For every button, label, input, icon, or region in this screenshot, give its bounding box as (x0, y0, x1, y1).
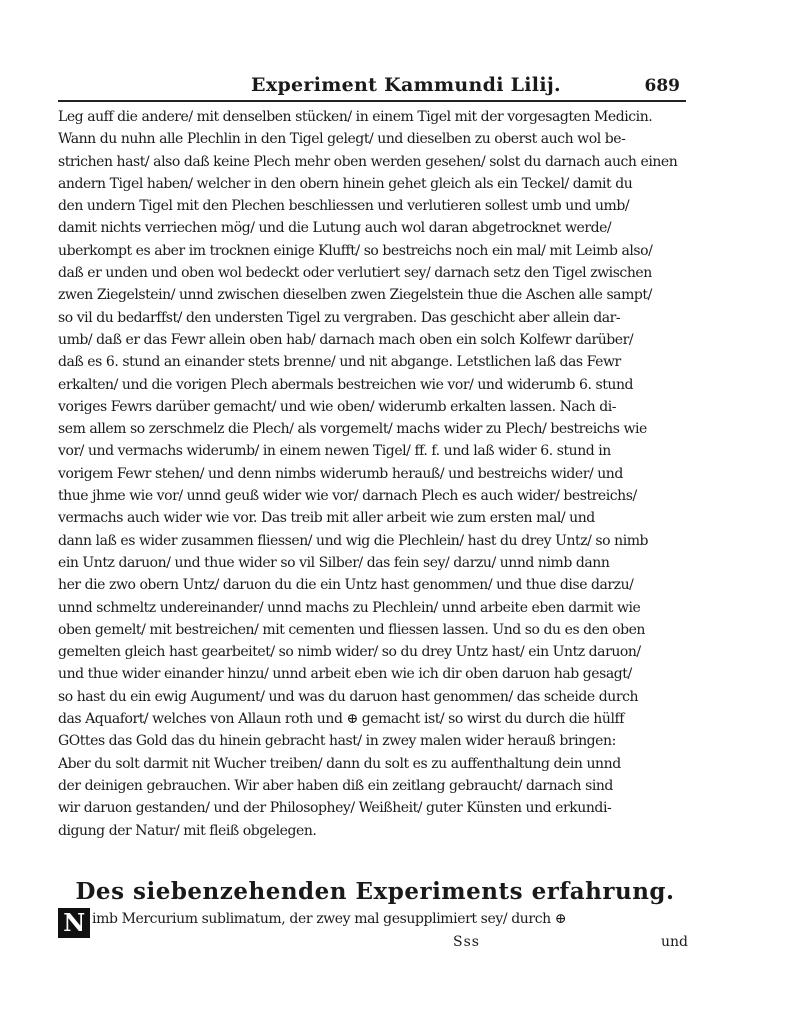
text-line: zwen Ziegelstein/ unnd zwischen dieselben zwen Ziegelstein thue die Aschen alle sampt/ (58, 287, 652, 304)
text-line: voriges Fewrs darüber gemacht/ und wie oben/ widerumb erkalten lassen. Nach di- (58, 398, 617, 415)
text-line: erkalten/ und die vorigen Plech abermals bestreichen wie vor/ und widerumb 6. stund (58, 376, 634, 393)
text-line: Aber du solt darmit nit Wucher treiben/ dann du solt es zu auffenthaltung dein unnd (58, 755, 621, 772)
text-line: der deinigen gebrauchen. Wir aber haben diß ein zeitlang gebraucht/ darnach sind (58, 777, 613, 794)
text-line: oben gemelt/ mit bestreichen/ mit cementen und fliessen lassen. Und so du es den oben (58, 621, 645, 638)
text-line: Wann du nuhn alle Plechlin in den Tigel gelegt/ und dieselben zu oberst auch wol be- (58, 131, 626, 148)
page-footer (58, 934, 688, 956)
text-line: digung der Natur/ mit fleiß obgelegen. (58, 822, 317, 839)
text-line: andern Tigel haben/ welcher in den obern hinein gehet gleich als ein Teckel/ damit du (58, 175, 633, 192)
text-line: umb/ daß er das Fewr allein oben hab/ darnach mach oben ein solch Kolfewr darüber/ (58, 331, 634, 348)
text-line: dann laß es wider zusammen fliessen/ und wig die Plechlein/ hast du drey Untz/ so nimb (58, 532, 649, 549)
section-text: imb Mercurium sublimatum, der zwey mal gesupplimiert sey/ durch ⊕ (92, 911, 567, 927)
section-heading: Des siebenzehenden Experiments erfahrung. (75, 878, 675, 905)
text-line: vorigem Fewr stehen/ und denn nimbs widerumb herauß/ und bestreichs wider/ und (58, 465, 623, 482)
drop-cap: N (58, 908, 90, 938)
text-line: das Aquafort/ welches von Allaun roth und ⊕ gemacht ist/ so wirst du durch die hülff (58, 711, 624, 728)
text-line: vor/ und vermachs widerumb/ in einem newen Tigel/ ff. f. und laß wider 6. stund in (58, 443, 611, 460)
text-line: gemelten gleich hast gearbeitet/ so nimb wider/ so du drey Untz hast/ ein Untz daruon/ (58, 644, 641, 661)
text-line: thue jhme wie vor/ unnd geuß wider wie vor/ darnach Plech es auch wider/ bestreichs/ (58, 488, 637, 505)
text-line: her die zwo obern Untz/ daruon du die ein Untz hast genommen/ und thue dise darzu/ (58, 577, 634, 594)
text-line: sem allem so zerschmelz die Plech/ als vorgemelt/ machs wider zu Plech/ bestreichs wie (58, 421, 647, 438)
signature-mark: Sss (453, 934, 480, 950)
text-line: unnd schmeltz undereinander/ unnd machs zu Plechlein/ unnd arbeite eben darmit wie (58, 599, 641, 616)
text-line: strichen hast/ also daß keine Plech mehr oben werden gesehen/ solst du darnach auch einen (58, 153, 678, 170)
page-header (150, 74, 680, 102)
catchword: und (661, 934, 688, 950)
text-line: uberkompt es aber im trocknen einige Klufft/ so bestreichs noch ein mal/ mit Leimb also/ (58, 242, 653, 259)
running-head: Experiment Kammundi Lilij. (251, 74, 561, 96)
text-line: wir daruon gestanden/ und der Philosophey/ Weißheit/ guter Künsten und erkundi- (58, 800, 612, 817)
body-text (58, 106, 688, 842)
text-line: Leg auff die andere/ mit denselben stücken/ in einem Tigel mit der vorgesagten Medicin. (58, 109, 653, 125)
text-line: ein Untz daruon/ und thue wider so vil Silber/ das fein sey/ darzu/ unnd nimb dann (58, 554, 610, 571)
text-line: GOttes das Gold das du hinein gebracht hast/ in zwey malen wider herauß bringen: (58, 733, 616, 750)
header-rule (58, 100, 686, 102)
text-line: daß es 6. stund an einander stets brenne/ und nit abgange. Letstlichen laß das Fewr (58, 354, 621, 371)
text-line: daß er unden und oben wol bedeckt oder verlutiert sey/ darnach setz den Tigel zwischen (58, 265, 652, 282)
text-line: so vil du bedarffst/ den understen Tigel zu vergraben. Das geschicht aber allein dar- (58, 309, 621, 326)
text-line: und thue wider einander hinzu/ unnd arbeit eben wie ich dir oben daruon hab gesagt/ (58, 666, 632, 683)
text-line: den undern Tigel mit den Plechen beschliessen und verlutieren sollest umb und umb/ (58, 198, 630, 215)
page-number: 689 (644, 76, 680, 96)
text-line: damit nichts verriechen mög/ und die Lutung auch wol daran abgetrocknet werde/ (58, 220, 612, 237)
text-line: so hast du ein ewig Augument/ und was du daruon hast genommen/ das scheide durch (58, 688, 639, 705)
text-line: vermachs auch wider wie vor. Das treib mit aller arbeit wie zum ersten mal/ und (58, 510, 595, 527)
